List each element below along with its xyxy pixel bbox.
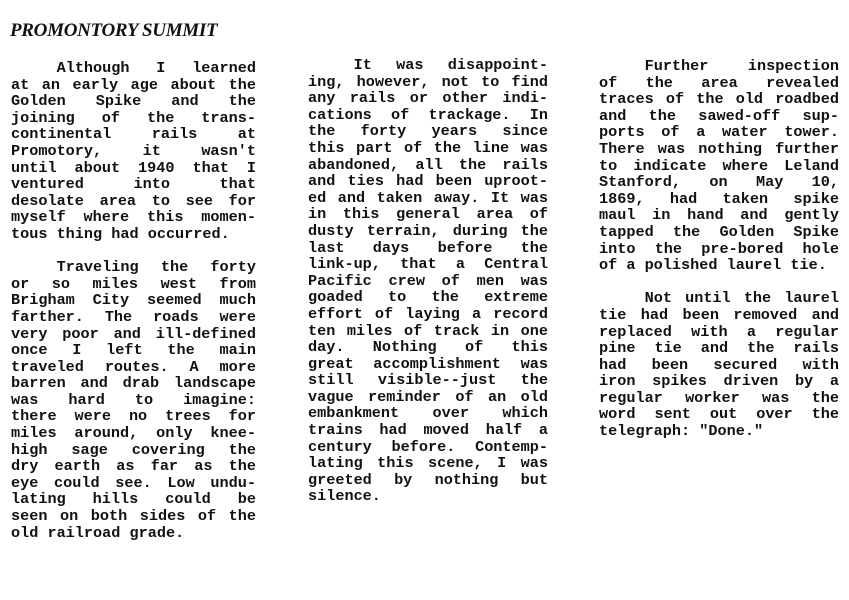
text-line: dusty terrain, during the [308, 221, 548, 240]
text-line: once I left the main [11, 341, 256, 360]
text-line: last days before the [308, 238, 548, 257]
text-line: miles around, only knee- [11, 424, 256, 443]
text-line: tie had been removed and [599, 305, 839, 324]
text-line: word sent out over the [599, 405, 839, 424]
text-line: and the sawed-off sup- [599, 106, 839, 125]
text-line: 1869, had taken spike [599, 189, 839, 208]
text-line: old railroad grade. [11, 523, 185, 542]
text-line: lating this scene, I was [308, 454, 548, 473]
text-line: Promotory, it wasn't [11, 141, 256, 160]
text-line: ventured into that [11, 175, 256, 194]
text-line: effort of laying a record [308, 304, 548, 323]
text-line: goaded to the extreme [308, 288, 548, 307]
text-line: greeted by nothing but [308, 470, 548, 489]
text-line: there were no trees for [11, 407, 256, 426]
paragraph [599, 58, 839, 274]
paragraph [308, 57, 548, 505]
text-line: eye could see. Low undu- [11, 473, 256, 492]
text-line: Golden Spike and the [11, 92, 256, 111]
text-line: link-up, that a Central [308, 255, 548, 274]
text-line: replaced with a regular [599, 322, 839, 341]
text-line: and ties had been uproot- [308, 172, 548, 191]
text-line: ed and taken away. It was [308, 188, 548, 207]
text-line: abandoned, all the rails [308, 155, 548, 174]
text-line: at an early age about the [11, 75, 256, 94]
text-line: great accomplishment was [308, 354, 548, 373]
text-line: iron spikes driven by a [599, 372, 839, 391]
text-column-3 [599, 58, 839, 440]
text-line: vague reminder of an old [308, 387, 548, 406]
text-line: of a polished laurel tie. [599, 256, 827, 275]
text-line: until about 1940 that I [11, 158, 256, 177]
text-line: Although I learned [56, 59, 256, 77]
text-line: the forty years since [308, 122, 548, 141]
text-line: pine tie and the rails [599, 339, 839, 358]
text-line: farther. The roads were [11, 307, 256, 326]
text-line: into the pre-bored hole [599, 239, 839, 258]
text-line: or so miles west from [11, 274, 256, 293]
text-line: desolate area to see for [11, 191, 256, 210]
text-line: Pacific crew of men was [308, 271, 548, 290]
text-line: barren and drab landscape [11, 374, 256, 393]
text-line: very poor and ill-defined [11, 324, 256, 343]
text-line: Traveling the forty [56, 258, 256, 277]
text-line: traces of the old roadbed [599, 90, 839, 109]
text-line: ing, however, not to find [308, 72, 548, 91]
text-line: lating hills could be [11, 490, 256, 509]
text-line: was hard to imagine: [11, 390, 256, 409]
text-line: Stanford, on May 10, [599, 173, 839, 192]
text-line: silence. [308, 487, 381, 506]
text-line: in this general area of [308, 205, 548, 224]
text-line: high sage covering the [11, 440, 256, 459]
paragraph [599, 290, 839, 439]
text-line: trains had moved half a [308, 421, 548, 440]
text-line: joining of the trans- [11, 108, 256, 127]
text-line: There was nothing further [599, 139, 839, 158]
text-line: century before. Contemp- [308, 437, 548, 456]
text-line: myself where this momen- [11, 208, 256, 227]
text-line: traveled routes. A more [11, 357, 256, 376]
text-column-2 [308, 57, 548, 505]
text-line: Brigham City seemed much [11, 291, 256, 310]
text-line: seen on both sides of the [11, 507, 256, 526]
text-column-1 [11, 60, 256, 541]
text-line: regular worker was the [599, 388, 839, 407]
text-line: ten miles of track in one [308, 321, 548, 340]
text-line: tapped the Golden Spike [599, 222, 839, 241]
text-line: any rails or other indi- [308, 89, 548, 108]
text-line: embankment over which [308, 404, 548, 423]
article-title: PROMONTORY SUMMIT [10, 20, 218, 41]
paragraph [11, 259, 256, 541]
text-line: to indicate where Leland [599, 156, 839, 175]
text-line: telegraph: "Done." [599, 422, 764, 441]
text-line: Further inspection [644, 57, 839, 75]
text-line: ports of a water tower. [599, 123, 839, 142]
text-line: Not until the laurel [644, 289, 839, 308]
text-line: continental rails at [11, 125, 256, 144]
text-line: dry earth as far as the [11, 457, 256, 476]
text-line: maul in hand and gently [599, 206, 839, 225]
text-line: tous thing had occurred. [11, 224, 230, 243]
text-line: It was disappoint- [353, 56, 548, 74]
text-line: day. Nothing of this [308, 338, 548, 357]
text-line: still visible--just the [308, 371, 548, 390]
text-line: this part of the line was [308, 138, 548, 157]
text-line: had been secured with [599, 355, 839, 374]
text-line: cations of trackage. In [308, 105, 548, 124]
text-line: of the area revealed [599, 73, 839, 92]
paragraph [11, 60, 256, 243]
